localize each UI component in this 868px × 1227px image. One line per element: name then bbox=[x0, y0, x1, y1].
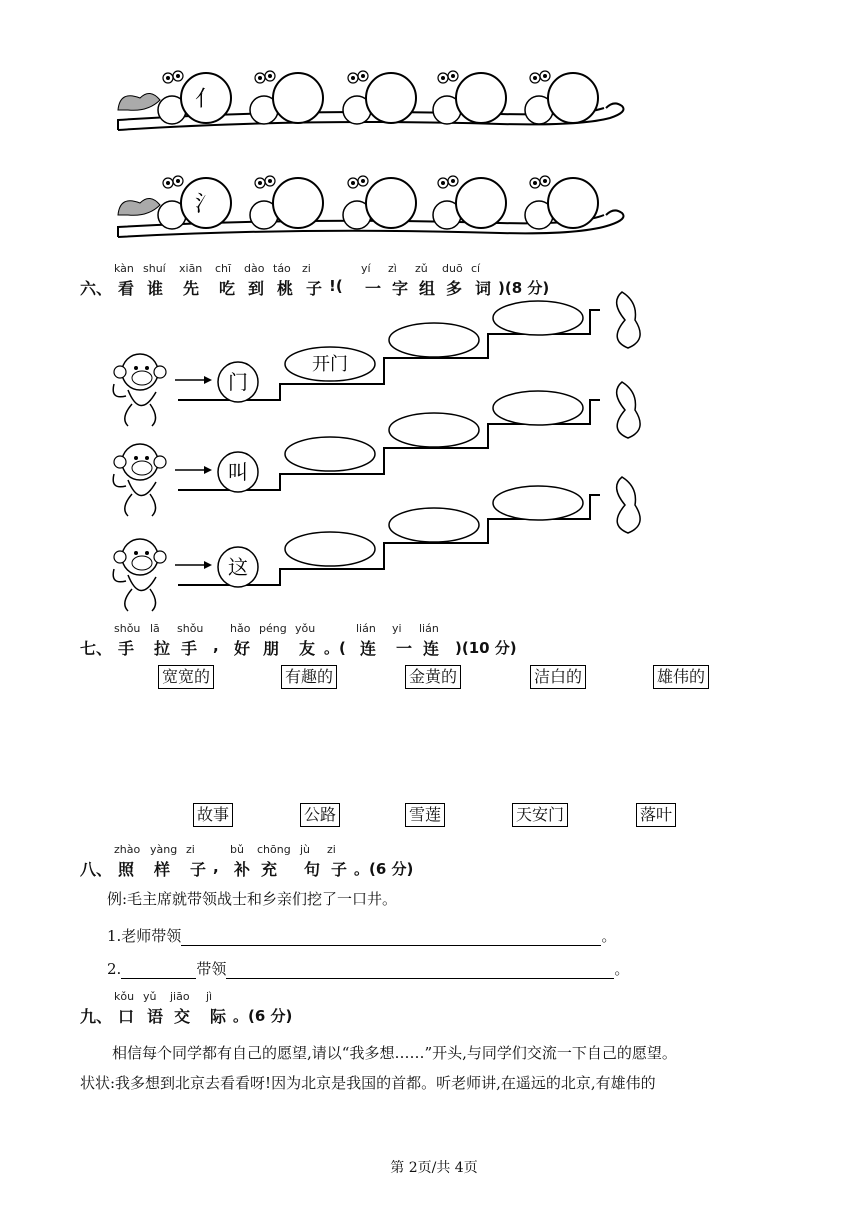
line2-mid: 带领 bbox=[196, 960, 227, 978]
pinyin: yí bbox=[361, 262, 371, 275]
fill-line-2 bbox=[107, 958, 629, 979]
snail-3 bbox=[343, 176, 416, 229]
hanzi: 先 bbox=[183, 279, 200, 298]
answer-oval[interactable] bbox=[493, 486, 583, 520]
answer-circle[interactable] bbox=[456, 178, 506, 228]
hanzi: 照 bbox=[118, 860, 135, 879]
pinyin: zǔ bbox=[415, 262, 428, 275]
page-footer: 第 2页/共 4页 bbox=[390, 1160, 478, 1176]
paragraph-1: 相信每个同学都有自己的愿望,请以“我多想……”开头,与同学们交流一下自己的愿望。 bbox=[112, 1044, 677, 1062]
hanzi: 看 bbox=[118, 279, 135, 298]
period: 。 bbox=[601, 927, 617, 945]
hanzi: 多 bbox=[446, 279, 463, 298]
pinyin: yi bbox=[392, 622, 402, 635]
snail-3 bbox=[343, 71, 416, 124]
radical-label: 亻 bbox=[194, 87, 218, 112]
pinyin: táo bbox=[273, 262, 291, 275]
pinyin: yǒu bbox=[295, 622, 316, 635]
word-box-bottom[interactable]: 天安门 bbox=[512, 803, 568, 827]
stair-row-3 bbox=[100, 485, 740, 615]
pinyin: yàng bbox=[150, 843, 178, 856]
answer-circle[interactable] bbox=[273, 73, 323, 123]
answer-oval[interactable] bbox=[493, 391, 583, 425]
hanzi: 子 bbox=[331, 860, 348, 879]
word-box-top[interactable]: 有趣的 bbox=[281, 665, 337, 689]
pinyin: zi bbox=[327, 843, 336, 856]
snail-2 bbox=[250, 71, 323, 124]
pinyin: cí bbox=[471, 262, 481, 275]
line2-prefix: 2. bbox=[107, 960, 122, 978]
pinyin: yǔ bbox=[143, 990, 157, 1003]
answer-blank-2b[interactable] bbox=[226, 963, 614, 979]
heading-punct: !( bbox=[329, 277, 343, 295]
pinyin: hǎo bbox=[230, 622, 251, 635]
fill-line-1 bbox=[107, 925, 616, 946]
hanzi: 一 bbox=[365, 279, 382, 298]
pinyin: shǒu bbox=[114, 622, 141, 635]
pinyin: lián bbox=[356, 622, 376, 635]
hanzi: 手 bbox=[118, 639, 135, 658]
period: 。 bbox=[614, 960, 630, 978]
hanzi: 连 bbox=[423, 639, 440, 658]
hanzi: 连 bbox=[360, 639, 377, 658]
peach-icon bbox=[617, 382, 640, 438]
hanzi: 际 bbox=[210, 1007, 227, 1026]
hanzi: 组 bbox=[419, 279, 436, 298]
answer-circle[interactable] bbox=[273, 178, 323, 228]
answer-blank-2a[interactable] bbox=[121, 963, 196, 979]
answer-circle[interactable] bbox=[548, 73, 598, 123]
hanzi: 口 bbox=[118, 1007, 135, 1026]
pinyin: péng bbox=[259, 622, 287, 635]
monkey-icon bbox=[113, 539, 166, 611]
heading-punct: 。(6 分) bbox=[354, 860, 414, 878]
hanzi: 补 bbox=[234, 860, 251, 879]
hanzi: 友 bbox=[299, 639, 316, 658]
hanzi: 交 bbox=[174, 1007, 191, 1026]
hanzi: 谁 bbox=[147, 279, 164, 298]
pinyin: shǒu bbox=[177, 622, 204, 635]
hanzi: 好 bbox=[234, 639, 251, 658]
pinyin: chī bbox=[215, 262, 232, 275]
answer-circle[interactable] bbox=[366, 178, 416, 228]
word-box-bottom[interactable]: 落叶 bbox=[636, 803, 676, 827]
hanzi: 样 bbox=[154, 860, 171, 879]
pinyin: chōng bbox=[257, 843, 291, 856]
hanzi: 字 bbox=[392, 279, 409, 298]
hanzi: 朋 bbox=[263, 639, 280, 658]
answer-oval[interactable] bbox=[493, 301, 583, 335]
snail-4 bbox=[433, 71, 506, 124]
pinyin: jù bbox=[300, 843, 311, 856]
section-number: 七、 bbox=[80, 639, 113, 658]
word-box-top[interactable]: 洁白的 bbox=[530, 665, 586, 689]
snail-4 bbox=[433, 176, 506, 229]
hanzi: 桃 bbox=[277, 279, 294, 298]
example-sentence: 例:毛主席就带领战士和乡亲们挖了一口井。 bbox=[107, 890, 398, 908]
peach-icon bbox=[617, 477, 640, 533]
word-box-top[interactable]: 金黄的 bbox=[405, 665, 461, 689]
example-answer: 开门 bbox=[312, 354, 348, 375]
snail-2 bbox=[250, 176, 323, 229]
pinyin: kàn bbox=[114, 262, 134, 275]
heading-punct: , bbox=[213, 637, 219, 655]
hanzi: 到 bbox=[248, 279, 265, 298]
answer-circle[interactable] bbox=[366, 73, 416, 123]
answer-oval[interactable] bbox=[389, 508, 479, 542]
pinyin: shuí bbox=[143, 262, 166, 275]
word-box-top[interactable]: 雄伟的 bbox=[653, 665, 709, 689]
answer-blank-1[interactable] bbox=[181, 930, 601, 946]
pinyin: jiāo bbox=[170, 990, 190, 1003]
word-box-top[interactable]: 宽宽的 bbox=[158, 665, 214, 689]
answer-oval[interactable] bbox=[285, 532, 375, 566]
snail-5 bbox=[525, 176, 598, 229]
hanzi: 句 bbox=[304, 860, 321, 879]
snail-group-2 bbox=[0, 165, 868, 255]
start-char: 这 bbox=[228, 555, 248, 579]
answer-oval[interactable] bbox=[389, 413, 479, 447]
paragraph-2: 状状:我多想到北京去看看呀!因为北京是我国的首都。听老师讲,在遥远的北京,有雄伟的 bbox=[80, 1074, 656, 1092]
section-number: 八、 bbox=[80, 860, 113, 879]
hanzi: 拉 bbox=[154, 639, 171, 658]
pinyin: dào bbox=[244, 262, 265, 275]
snail-group-1 bbox=[0, 60, 868, 150]
pinyin: zi bbox=[186, 843, 195, 856]
heading-punct: 。(6 分) bbox=[233, 1007, 293, 1025]
start-char: 门 bbox=[228, 370, 248, 394]
radical-label: 氵 bbox=[194, 192, 218, 217]
word-box-bottom[interactable]: 故事 bbox=[193, 803, 233, 827]
heading-punct: , bbox=[213, 858, 219, 876]
pinyin: bǔ bbox=[230, 843, 244, 856]
hanzi: 吃 bbox=[219, 279, 236, 298]
snail-5 bbox=[525, 71, 598, 124]
peach-icon bbox=[617, 292, 640, 348]
hanzi: 充 bbox=[261, 860, 278, 879]
word-box-bottom[interactable]: 公路 bbox=[300, 803, 340, 827]
pinyin: lā bbox=[150, 622, 160, 635]
line1-prefix: 1.老师带领 bbox=[107, 927, 182, 945]
pinyin: duō bbox=[442, 262, 463, 275]
hanzi: 一 bbox=[396, 639, 413, 658]
heading-punct: 。( bbox=[324, 639, 346, 657]
pinyin: kǒu bbox=[114, 990, 135, 1003]
pinyin: zì bbox=[388, 262, 397, 275]
heading-punct: )(8 分) bbox=[498, 279, 550, 297]
pinyin: xiān bbox=[179, 262, 203, 275]
answer-circle[interactable] bbox=[456, 73, 506, 123]
pinyin: lián bbox=[419, 622, 439, 635]
hanzi: 子 bbox=[190, 860, 207, 879]
pinyin: zhào bbox=[114, 843, 141, 856]
pinyin: zi bbox=[302, 262, 311, 275]
start-char: 叫 bbox=[228, 460, 248, 484]
answer-oval[interactable] bbox=[285, 437, 375, 471]
section-number: 六、 bbox=[80, 279, 113, 298]
section-number: 九、 bbox=[80, 1007, 113, 1026]
hanzi: 语 bbox=[147, 1007, 164, 1026]
heading-punct: )(10 分) bbox=[455, 639, 517, 657]
hanzi: 子 bbox=[306, 279, 323, 298]
hanzi: 词 bbox=[475, 279, 492, 298]
answer-oval[interactable] bbox=[389, 323, 479, 357]
answer-circle[interactable] bbox=[548, 178, 598, 228]
word-box-bottom[interactable]: 雪莲 bbox=[405, 803, 445, 827]
pinyin: jì bbox=[206, 990, 213, 1003]
hanzi: 手 bbox=[181, 639, 198, 658]
